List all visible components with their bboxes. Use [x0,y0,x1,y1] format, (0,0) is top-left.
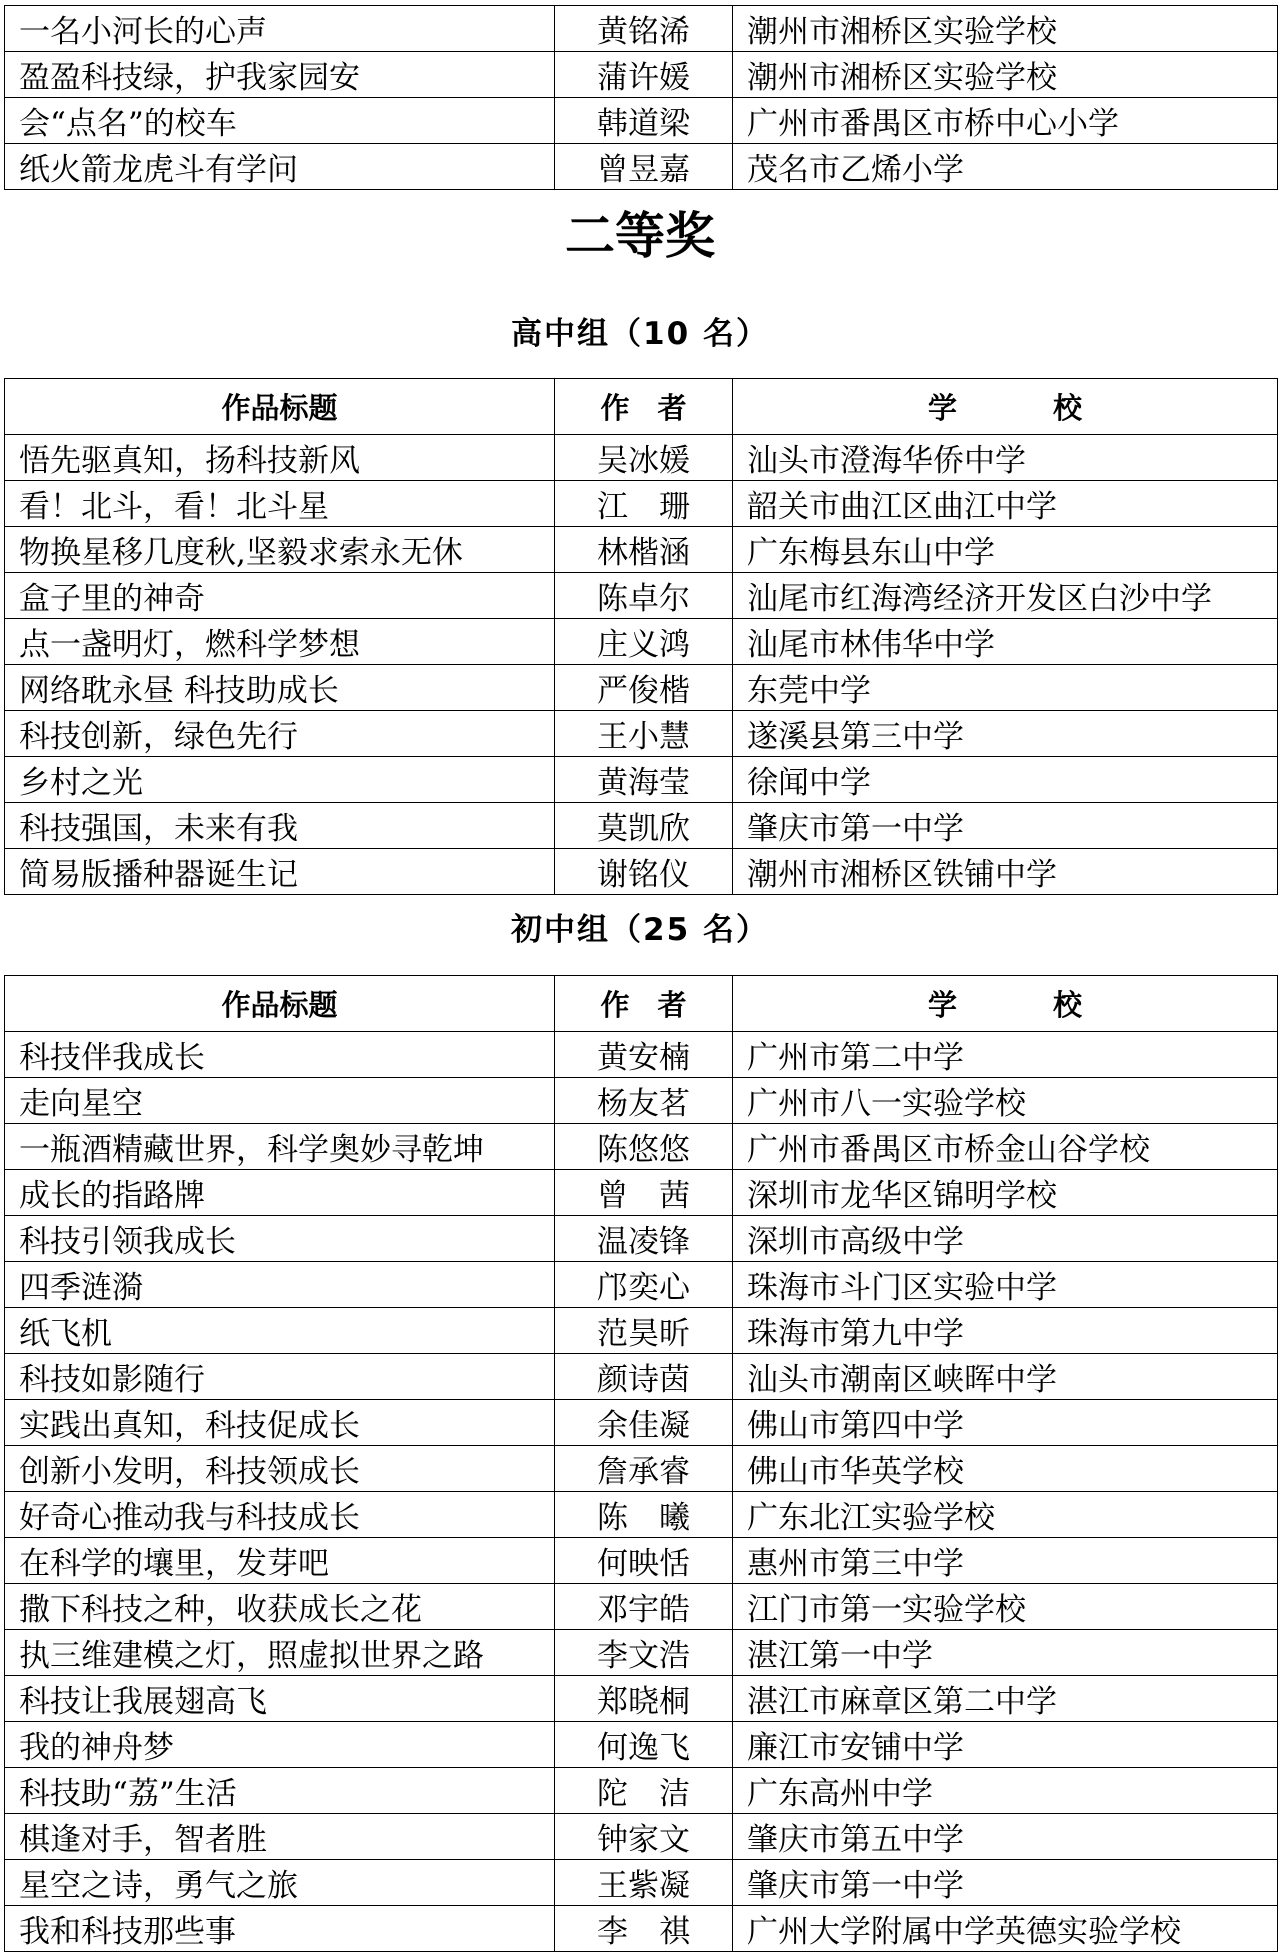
entry-author: 韩道梁 [555,98,733,144]
senior-group-title: 高中组（10 名） [511,316,769,352]
entry-author: 黄铭浠 [555,6,733,52]
table-row [5,1492,1278,1538]
table-row [5,1354,1278,1400]
entry-author: 林楷涵 [555,527,733,573]
entry-school: 广州市八一实验学校 [733,1078,1278,1124]
table-header-row [5,976,1278,1032]
table-row [5,435,1278,481]
entry-title: 我和科技那些事 [5,1906,555,1952]
entry-author: 颜诗茵 [555,1354,733,1400]
entry-title: 乡村之光 [5,757,555,803]
entry-title: 执三维建模之灯，照虚拟世界之路 [5,1630,555,1676]
entry-school: 廉江市安铺中学 [733,1722,1278,1768]
entry-school: 广州大学附属中学英德实验学校 [733,1906,1278,1952]
entry-title: 会“点名”的校车 [5,98,555,144]
header-school: 学校 [733,976,1278,1032]
entry-school: 东莞中学 [733,665,1278,711]
table-row [5,1722,1278,1768]
table-row [5,1768,1278,1814]
entry-title: 撒下科技之种，收获成长之花 [5,1584,555,1630]
entry-title: 网络耽永昼 科技助成长 [5,665,555,711]
entry-title: 盈盈科技绿，护我家园安 [5,52,555,98]
entry-author: 蒲许媛 [555,52,733,98]
header-author: 作者 [555,976,733,1032]
entry-school: 肇庆市第一中学 [733,803,1278,849]
entry-school: 湛江第一中学 [733,1630,1278,1676]
entry-title: 星空之诗，勇气之旅 [5,1860,555,1906]
table-row [5,665,1278,711]
table-row [5,481,1278,527]
table-row [5,1400,1278,1446]
award-table-junior [4,975,1278,1952]
table-row [5,849,1278,895]
entry-author: 江 珊 [555,481,733,527]
entry-title: 盒子里的神奇 [5,573,555,619]
entry-author: 钟家文 [555,1814,733,1860]
entry-title: 简易版播种器诞生记 [5,849,555,895]
table-row [5,1906,1278,1952]
table-row [5,1446,1278,1492]
entry-school: 广州市番禺区市桥中心小学 [733,98,1278,144]
entry-author: 曾昱嘉 [555,144,733,190]
entry-school: 深圳市龙华区锦明学校 [733,1170,1278,1216]
table-row [5,1170,1278,1216]
entry-author: 陈悠悠 [555,1124,733,1170]
entry-author: 郑晓桐 [555,1676,733,1722]
entry-title: 科技伴我成长 [5,1032,555,1078]
table-row [5,1630,1278,1676]
entry-title: 悟先驱真知，扬科技新风 [5,435,555,481]
entry-author: 李 祺 [555,1906,733,1952]
table-row [5,1078,1278,1124]
entry-author: 陈 曦 [555,1492,733,1538]
header-author: 作者 [555,379,733,435]
entry-title: 好奇心推动我与科技成长 [5,1492,555,1538]
entry-author: 温凌锋 [555,1216,733,1262]
entry-author: 黄海莹 [555,757,733,803]
entry-school: 潮州市湘桥区实验学校 [733,6,1278,52]
entry-author: 庄义鸿 [555,619,733,665]
entry-title: 看！北斗，看！北斗星 [5,481,555,527]
entry-author: 邝奕心 [555,1262,733,1308]
entry-author: 曾 茜 [555,1170,733,1216]
table-row [5,144,1278,190]
table-row [5,1262,1278,1308]
table-row [5,1032,1278,1078]
entry-author: 詹承睿 [555,1446,733,1492]
entry-school: 肇庆市第五中学 [733,1814,1278,1860]
entry-school: 深圳市高级中学 [733,1216,1278,1262]
table-row [5,1216,1278,1262]
entry-school: 徐闻中学 [733,757,1278,803]
entry-author: 何映恬 [555,1538,733,1584]
entry-school: 汕尾市红海湾经济开发区白沙中学 [733,573,1278,619]
table-row [5,52,1278,98]
award-table-top-body [5,6,1278,190]
header-school: 学校 [733,379,1278,435]
entry-school: 广东梅县东山中学 [733,527,1278,573]
junior-group-title: 初中组（25 名） [511,912,769,948]
entry-school: 肇庆市第一中学 [733,1860,1278,1906]
award-table-top [4,5,1278,190]
entry-title: 一瓶酒精藏世界，科学奥妙寻乾坤 [5,1124,555,1170]
award-table-senior [4,378,1278,895]
entry-author: 王紫凝 [555,1860,733,1906]
entry-title: 科技引领我成长 [5,1216,555,1262]
entry-school: 广州市番禺区市桥金山谷学校 [733,1124,1278,1170]
entry-school: 湛江市麻章区第二中学 [733,1676,1278,1722]
table-header-row [5,379,1278,435]
entry-title: 走向星空 [5,1078,555,1124]
entry-school: 珠海市第九中学 [733,1308,1278,1354]
entry-school: 韶关市曲江区曲江中学 [733,481,1278,527]
entry-school: 广州市第二中学 [733,1032,1278,1078]
table-row [5,803,1278,849]
entry-school: 江门市第一实验学校 [733,1584,1278,1630]
entry-author: 邓宇皓 [555,1584,733,1630]
award-table-senior-body [5,435,1278,895]
entry-author: 严俊楷 [555,665,733,711]
entry-school: 汕头市澄海华侨中学 [733,435,1278,481]
entry-title: 科技如影随行 [5,1354,555,1400]
entry-title: 创新小发明，科技领成长 [5,1446,555,1492]
entry-school: 广东北江实验学校 [733,1492,1278,1538]
award-table-junior-body [5,1032,1278,1952]
entry-author: 何逸飞 [555,1722,733,1768]
entry-author: 吴冰媛 [555,435,733,481]
entry-author: 范昊昕 [555,1308,733,1354]
table-row [5,1860,1278,1906]
entry-title: 点一盏明灯，燃科学梦想 [5,619,555,665]
entry-author: 李文浩 [555,1630,733,1676]
entry-title: 成长的指路牌 [5,1170,555,1216]
entry-title: 科技强国，未来有我 [5,803,555,849]
entry-school: 汕头市潮南区峡晖中学 [733,1354,1278,1400]
entry-author: 余佳凝 [555,1400,733,1446]
entry-title: 棋逢对手，智者胜 [5,1814,555,1860]
entry-school: 潮州市湘桥区实验学校 [733,52,1278,98]
entry-author: 谢铭仪 [555,849,733,895]
prize-level-title: 二等奖 [565,207,715,265]
entry-title: 科技助“荔”生活 [5,1768,555,1814]
entry-school: 惠州市第三中学 [733,1538,1278,1584]
table-row [5,1584,1278,1630]
entry-title: 在科学的壤里，发芽吧 [5,1538,555,1584]
table-row [5,619,1278,665]
table-row [5,757,1278,803]
entry-school: 潮州市湘桥区铁铺中学 [733,849,1278,895]
entry-title: 纸飞机 [5,1308,555,1354]
table-row [5,1538,1278,1584]
table-row [5,1124,1278,1170]
table-row [5,711,1278,757]
entry-author: 陀 洁 [555,1768,733,1814]
entry-author: 黄安楠 [555,1032,733,1078]
table-row [5,1676,1278,1722]
entry-author: 杨友茗 [555,1078,733,1124]
table-row [5,98,1278,144]
entry-school: 广东高州中学 [733,1768,1278,1814]
entry-title: 实践出真知，科技促成长 [5,1400,555,1446]
entry-school: 遂溪县第三中学 [733,711,1278,757]
entry-author: 王小慧 [555,711,733,757]
entry-school: 茂名市乙烯小学 [733,144,1278,190]
entry-title: 一名小河长的心声 [5,6,555,52]
entry-author: 陈卓尔 [555,573,733,619]
entry-school: 珠海市斗门区实验中学 [733,1262,1278,1308]
entry-title: 科技创新，绿色先行 [5,711,555,757]
entry-title: 我的神舟梦 [5,1722,555,1768]
table-row [5,527,1278,573]
entry-title: 物换星移几度秋,坚毅求索永无休 [5,527,555,573]
table-row [5,1814,1278,1860]
table-row [5,1308,1278,1354]
header-title: 作品标题 [5,379,555,435]
table-row [5,573,1278,619]
entry-school: 佛山市第四中学 [733,1400,1278,1446]
entry-title: 四季涟漪 [5,1262,555,1308]
entry-title: 纸火箭龙虎斗有学问 [5,144,555,190]
entry-school: 佛山市华英学校 [733,1446,1278,1492]
entry-school: 汕尾市林伟华中学 [733,619,1278,665]
header-title: 作品标题 [5,976,555,1032]
entry-author: 莫凯欣 [555,803,733,849]
table-row [5,6,1278,52]
entry-title: 科技让我展翅高飞 [5,1676,555,1722]
